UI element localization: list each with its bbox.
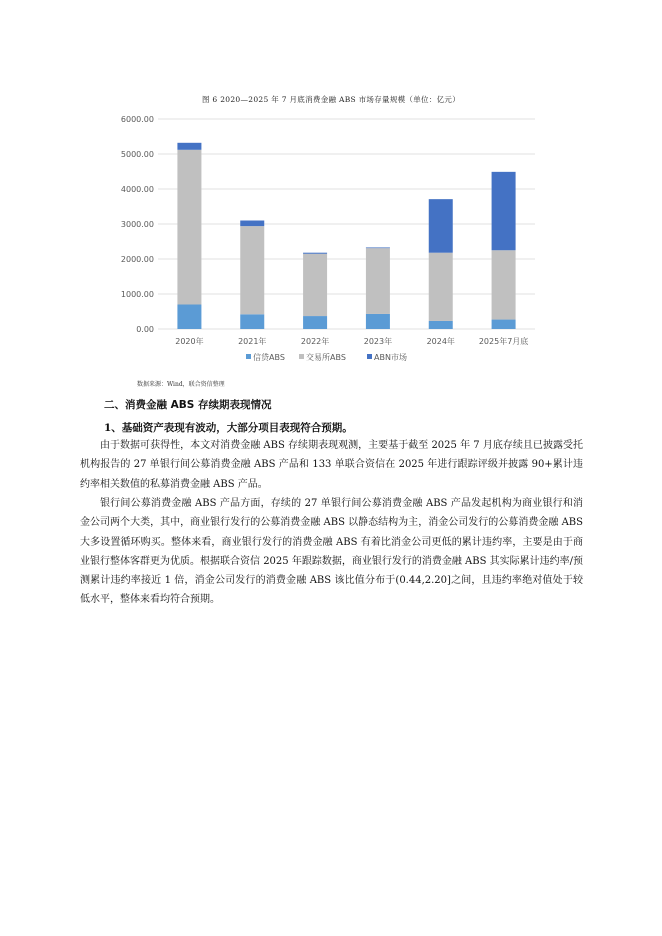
bar-ABN市场-2022年 [303, 253, 327, 254]
bar-信贷ABS-2020年 [177, 305, 201, 330]
y-tick-label: 3000.00 [120, 220, 154, 229]
paragraph-1: 由于数据可获得性，本文对消费金融 ABS 存续期表现观测，主要基于截至 2025 年 7 月底存续且已披露受托机构报告的 27 单银行间公募消费金融 ABS 产品和 133 单联合资信在 2025 年进行跟踪评级并披露 90+累计违约率相关数值的私募消费金融 ABS 产品。 [80, 440, 583, 490]
bar-ABN市场-2020年 [177, 143, 201, 150]
paragraph-2: 银行间公募消费金融 ABS 产品方面，存续的 27 单银行间公募消费金融 ABS 产品发起机构为商业银行和消金公司两个大类，其中，商业银行发行的公募消费金融 ABS 以静态结构为主，消金公司发行的公募消费金融 ABS 大多设置循环购买。整体来看，商业银行发行的消费金融 ABS 有着比消金公司更低的累计违约率，主要是由于商业银行整体客群更为优质。根据联合资信 2025 年跟踪数据，商业银行发行的消费金融 ABS 其实际累计违约率/预测累计违约率接近 1 倍，消金公司发行的消费金融 ABS 该比值分布于(0.44,2.20]之间，且违约率绝对值处于较低水平，整体来看均符合预期。 [80, 498, 583, 606]
x-tick-label: 2020年 [175, 337, 204, 346]
bar-ABN市场-2025年7月底 [492, 172, 516, 250]
legend-label: 交易所ABS [306, 353, 346, 362]
bar-交易所ABS-2025年7月底 [492, 250, 516, 319]
y-tick-label: 0.00 [136, 325, 154, 334]
x-tick-label: 2024年 [426, 337, 455, 346]
y-tick-label: 6000.00 [120, 115, 154, 124]
x-tick-label: 2021年 [238, 337, 267, 346]
bar-交易所ABS-2024年 [429, 253, 453, 321]
bar-信贷ABS-2023年 [366, 314, 390, 329]
figure-caption: 图 6 2020—2025 年 7 月底消费金融 ABS 市场存量规模（单位：亿元） [201, 95, 461, 104]
figure-source: 数据来源：Wind，联合资信整理 [137, 381, 225, 388]
bar-交易所ABS-2021年 [240, 226, 264, 314]
legend-swatch [299, 354, 304, 359]
bar-信贷ABS-2025年7月底 [492, 320, 516, 329]
section-heading: 二、消费金融 ABS 存续期表现情况 [104, 399, 272, 411]
x-tick-label: 2022年 [300, 337, 330, 346]
y-tick-label: 1000.00 [120, 290, 154, 299]
bar-交易所ABS-2020年 [177, 150, 201, 305]
legend-label: ABN市场 [374, 353, 407, 362]
section-subheading: 1、基础资产表现有波动，大部分项目表现符合预期。 [104, 422, 353, 434]
legend-label: 信贷ABS [253, 353, 285, 362]
bar-ABN市场-2024年 [429, 199, 453, 253]
legend-swatch [246, 354, 251, 359]
legend-swatch [367, 354, 372, 359]
bar-信贷ABS-2022年 [303, 316, 327, 329]
x-tick-label: 2025年7月底 [478, 337, 529, 346]
bar-ABN市场-2021年 [240, 221, 264, 227]
stacked-bar-chart [110, 108, 550, 374]
bar-信贷ABS-2024年 [429, 321, 453, 329]
bar-ABN市场-2023年 [366, 247, 390, 248]
y-tick-label: 2000.00 [120, 255, 154, 264]
x-tick-label: 2023年 [363, 337, 393, 346]
bar-交易所ABS-2022年 [303, 254, 327, 316]
bar-交易所ABS-2023年 [366, 248, 390, 314]
bar-信贷ABS-2021年 [240, 314, 264, 329]
y-tick-label: 5000.00 [120, 150, 154, 159]
y-tick-label: 4000.00 [120, 185, 154, 194]
